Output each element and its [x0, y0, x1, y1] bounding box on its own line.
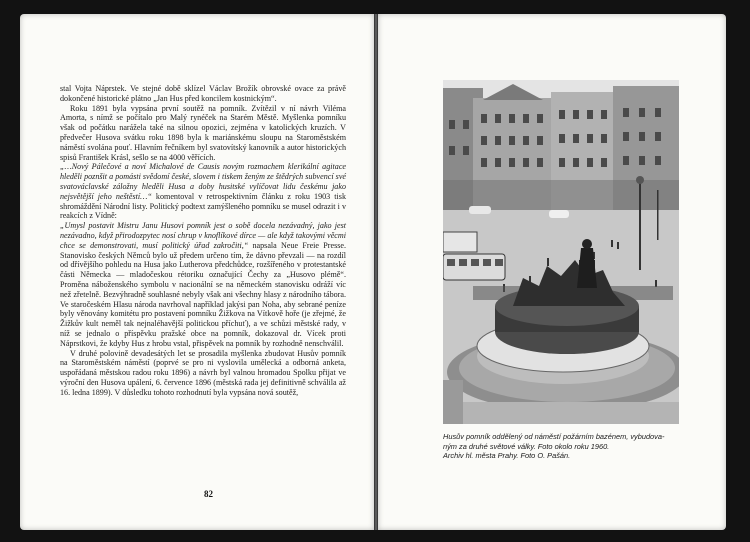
quote-neue-freie-presse: „Umysl postavit Mistru Janu Husovi pomník jest o sobě docela nezávadný, jako jest nezávadno, když přirodozpytec nosí chrup v knoflíkové dírce — ale když takovými věcmi chce se demonstrovati, musí politický úřad zakročiti,“ [60, 221, 346, 250]
body-text [60, 84, 346, 398]
monument-photo [443, 80, 679, 424]
paragraph-3-text: komentoval v retrospektivním článku z roku 1903 tisk shromáždění Národní listy. Politický podtext zamýšleného pomníku se musel odrazit i v reakcích z Vídně: [60, 191, 346, 221]
caption-line-1: Husův pomník oddělený od náměstí požárním bazénem, vybudova- [443, 432, 665, 441]
paragraph-1: stal Vojta Náprstek. Ve stejné době sklízel Václav Brožík obrovské ovace za právě dokončené historické plátno „Jan Hus před koncilem kostnickým“. [60, 84, 346, 103]
caption-line-3: Archiv hl. města Prahy. Foto O. Pašán. [443, 451, 571, 461]
page-number: 82 [204, 489, 213, 499]
paragraph-4 [60, 221, 346, 348]
photo-illustration [443, 80, 679, 424]
quote-national-newspaper: „…Nový Pálečové a noví Michalové de Causis novým rozmachem klerikální agitace hleděli poznšit a pomásti svědomí české, slovem i tiskem ženým ze štědrých subvencí své svatováclavské záložny hleděli Husa a doby husitské vylíčovat lidu českému jako nejsvětější jeho neštěstí…“ [60, 162, 346, 201]
paragraph-5: V druhé polovině devadesátých let se prosadila myšlenka zbudovat Husův pomník na Staroměstském náměstí (poprvé se pro ni vyslovila umělecká a odborná anketa, uspořádaná městskou radou roku 1896) a návrh byl valnou hromadou Spolku přijat ve výroční den Husova upálení, 6. července 1896 (městská rada jej definitivně schválila až 16. ledna 1899). V důsledku tohoto rozhodnutí byla vypsána nová soutěž, [60, 348, 346, 397]
paragraph-4-text: napsala Neue Freie Presse. Stanovisko českých Němců bylo už předem určeno tím, že dávno převzali — na rozdíl od dřívějšího pohledu na Husa jako Lutherova předchůdce, rozšířeného v protestantské části Německa — mladočeskou rétoriku označující Čechy za „Husovo plémě“. Proměna náboženského symbolu v nacionální se na německém stanovisku odráží víc než zřetelně. Bezvýhradně souhlasné nebyly však ani všechny hlasy z národního tábora. Ve staročeském Hlasu národa navrhoval například jakýsi pan Noha, aby sebrané peníze byly věnovány komitétu pro postavení pomníku Žižkova na Vítkově hoře (je zřejmé, že Žižkův kult neměl tak nejnaléhavější politickou příchuť), a ve schůzi městské rady, v níž se jednalo o příspěvku pražské obce na pomník, dokazoval dr. Vícek proti Náprstkovi, že kdyby Hus z hrobu vstal, přispěvek na pomník by rozhodně nenschválil. [60, 240, 346, 348]
paragraph-2: Roku 1891 byla vypsána první soutěž na pomník. Zvítězil v ní návrh Viléma Amorta, s nímž se počítalo pro Malý rynéček na Starém Městě. Myšlenka pomníku však od počátku narážela také na silnou opozici, zejména v katolických kruzích. V předvečer Husova svátku roku 1898 byla k mariánskému sloupu na Staroměstském náměstí svolána pouť. Hlavním řečníkem byl svatovítský kanovník a autor historických spisů František Krásl, sešlo se na 4000 věřících. [60, 103, 346, 162]
caption-line-2: ným za druhé světové války. Foto okolo roku 1960. [443, 441, 610, 451]
paragraph-3 [60, 162, 346, 221]
photo-caption [443, 432, 683, 461]
